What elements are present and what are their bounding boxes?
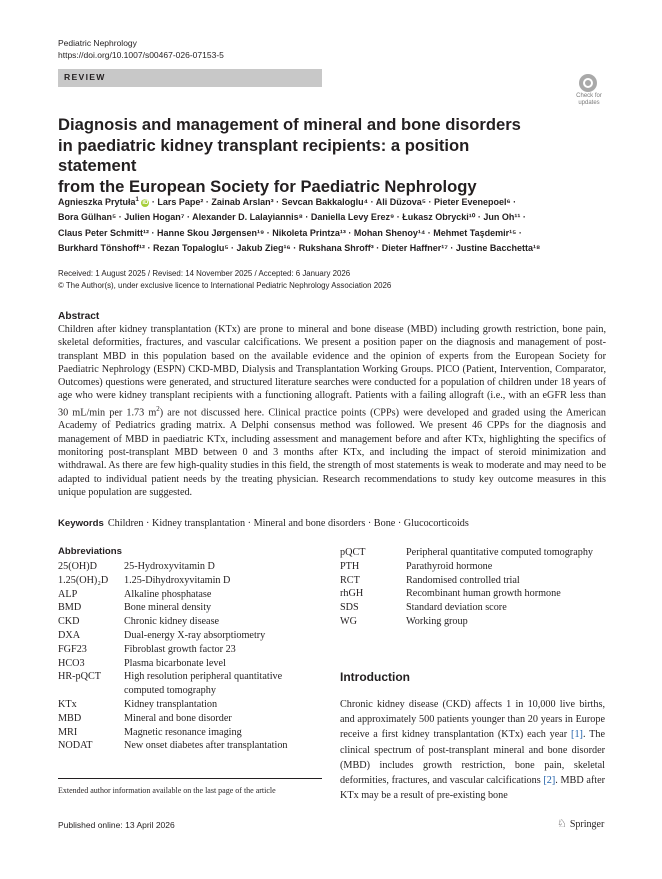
abbreviations-list-left <box>58 560 310 753</box>
doi-link[interactable]: https://doi.org/10.1007/s00467-026-07153-5 <box>58 50 224 60</box>
check-for-label: Check for <box>576 93 602 99</box>
abbreviation-definition: Recombinant human growth hormone <box>406 588 561 600</box>
abbreviation-row <box>58 670 310 698</box>
section-label: REVIEW <box>64 72 106 82</box>
history-dates: Received: 1 August 2025 / Revised: 14 November 2025 / Accepted: 6 January 2026 <box>58 269 351 278</box>
article-dates <box>58 268 391 292</box>
author-line: Burkhard Tönshoff¹² · Rezan Topaloglu⁵ · Jakub Zieg¹⁶ · Rukshana Shroff³ · Dieter Haffner¹⁷ · Justine Bacchetta¹⁸ <box>58 243 541 254</box>
abbreviation-term: 25(OH)D <box>58 561 98 572</box>
introduction-text <box>340 697 605 803</box>
abbreviation-term: DXA <box>58 629 81 641</box>
keywords-label: Keywords <box>58 518 104 529</box>
title-line: Diagnosis and management of mineral and bone disorders <box>58 115 521 134</box>
abbreviation-row <box>340 615 610 629</box>
abbreviation-row <box>58 726 310 740</box>
abbreviation-definition: Chronic kidney disease <box>124 616 220 628</box>
publisher-logo <box>557 817 604 830</box>
abstract-part: ) are not discussed here. Clinical practice points (CPPs) were developed and graded using the American Academy of Pediatrics grading matrix. A Delphi consensus method was followed. We present 46 CPPs for the diagnosis and management of MBD in paediatric KTx, including assessment and management before and after KTx, highlighting the specifics of monitoring post-transplant MBD between 0 and 3 months after KTx, and including the impact of steroid minimization and withdrawal. As there are few high-quality studies in this field, the strength of most statements is weak to moderate and may need to be adapted to individual patient needs by the treating physician. Research recommendations to study key outcome measures in this unique population are suggested. <box>58 407 607 498</box>
affiliation-sup: 1 <box>135 197 139 203</box>
abbreviation-row <box>58 601 310 615</box>
abbreviation-row <box>58 629 310 643</box>
abbreviations-heading: Abbreviations <box>58 546 122 557</box>
crossmark-icon <box>579 74 597 92</box>
abbreviation-definition: Kidney transplantation <box>124 698 218 710</box>
abbreviation-term: RCT <box>340 574 360 586</box>
citation-link[interactable]: [1] <box>571 729 583 741</box>
abbreviation-definition: Dual-energy X-ray absorptiometry <box>124 629 266 641</box>
check-for-updates-badge[interactable] <box>572 74 606 104</box>
abbreviation-term: PTH <box>340 560 360 572</box>
abbreviation-definition: New onset diabetes after transplantation <box>124 740 288 752</box>
abbreviation-row <box>58 698 310 712</box>
abbreviation-definition: Mineral and bone disorder <box>124 712 232 724</box>
abbreviation-term: BMD <box>58 602 82 614</box>
abbreviation-term: ALP <box>58 588 78 600</box>
abbreviation-row <box>340 601 610 615</box>
springer-horse-icon: ♘ <box>557 818 567 830</box>
paragraph-part: Chronic kidney disease (CKD) affects 1 in 10,000 live births, and approximately 500 patients younger than 20 years in Europe receive a first kidney transplantation (KTx) each year <box>340 699 605 741</box>
citation-link[interactable]: [2] <box>543 775 556 787</box>
introduction-heading: Introduction <box>340 670 410 684</box>
keywords-list: Children · Kidney transplantation · Mineral and bone disorders · Bone · Glucocorticoids <box>107 518 469 529</box>
author-line <box>58 193 613 210</box>
abbreviation-definition: 1.25-Dihydroxyvitamin D <box>124 574 231 586</box>
footnote-divider <box>58 778 322 779</box>
abbreviation-row <box>340 574 610 588</box>
abbreviation-definition: Parathyroid hormone <box>406 560 493 572</box>
abbreviation-term: FGF23 <box>58 643 87 655</box>
superscript: 2 <box>156 404 160 413</box>
abbreviation-term: MBD <box>58 712 82 724</box>
abbreviation-term: WG <box>340 615 357 627</box>
abbreviation-row <box>340 546 610 560</box>
title-line: from the European Society for Paediatric Nephrology <box>58 176 477 196</box>
abstract-part: Children after kidney transplantation (KTx) are prone to mineral and bone disease (MBD) including growth restriction, bone pain, skeletal deformities, fractures, and vascular calcifications. We present a position paper on the diagnosis and management of post-transplant MBD in this population based on the available evidence and the opinion of experts from the European Society for Paediatric Nephrology (ESPN) CKD-MBD, Dialysis and Transplantation Working Groups. PICO (Patient, Intervention, Comparator, Outcomes) questions were generated, and structured literature searches were conducted for a population of children under 18 years of age who were kidney transplant recipients with a functioning allograft. Patients with a failing allograft (i.e., with an eGFR less than 30 mL/min per 1.73 m <box>58 324 606 419</box>
abbreviation-term: KTx <box>58 698 77 710</box>
abbreviation-definition: Fibroblast growth factor 23 <box>124 643 236 655</box>
abstract-heading: Abstract <box>58 311 100 322</box>
abbreviation-row <box>58 574 310 588</box>
abbreviation-row <box>58 560 310 574</box>
paragraph-part: . MBD after KTx may be a result of pre-existing bone <box>340 775 605 802</box>
publisher-name: Springer <box>569 819 605 830</box>
abbreviation-term: NODAT <box>58 740 93 752</box>
abbreviation-term: SDS <box>340 602 359 614</box>
abbreviation-row <box>58 643 310 657</box>
abbreviation-row <box>340 560 610 574</box>
footnote: Extended author information available on the last page of the article <box>58 786 276 795</box>
abbreviations-list-right <box>340 546 610 629</box>
journal-header <box>58 37 224 61</box>
abbreviation-term: 1.25(OH)₂D <box>58 574 109 586</box>
abbreviation-definition: 25-Hydroxyvitamin D <box>124 561 215 572</box>
article-title <box>58 115 528 197</box>
author-name[interactable]: Agnieszka Prytuła <box>58 197 136 207</box>
keywords <box>58 518 469 529</box>
author-line: Claus Peter Schmitt¹² · Hanne Skou Jørgensen¹⁹ · Nikoleta Printza¹³ · Mohan Shenoy¹⁴ · Mehmet Taşdemir¹⁵ · <box>58 227 522 238</box>
abbreviation-definition: Magnetic resonance imaging <box>124 726 242 738</box>
abbreviation-row <box>58 712 310 726</box>
abbreviation-row <box>58 657 310 671</box>
author-line: Bora Gülhan⁵ · Julien Hogan⁷ · Alexander D. Lalayiannis⁸ · Daniella Levy Erez⁹ · Łukasz Obrycki¹⁰ · Jun Oh¹¹ · <box>58 212 526 223</box>
author-names: · Lars Pape² · Zainab Arslan³ · Sevcan Bakkaloglu⁴ · Ali Düzova⁵ · Pieter Evenepoel⁶ · <box>149 197 517 207</box>
journal-name: Pediatric Nephrology <box>58 38 137 48</box>
published-date: Published online: 13 April 2026 <box>58 820 175 830</box>
abbreviation-definition: Working group <box>406 615 468 627</box>
abbreviation-term: CKD <box>58 616 80 628</box>
abbreviation-row <box>58 588 310 602</box>
abbreviation-definition: Bone mineral density <box>124 602 212 614</box>
abbreviation-definition: Alkaline phosphatase <box>124 588 212 600</box>
copyright: © The Author(s), under exclusive licence to International Pediatric Nephrology Association 2026 <box>58 280 392 290</box>
abbreviation-term: pQCT <box>340 547 366 558</box>
paragraph-part: . The clinical spectrum of post-transplant mineral and bone disorder (MBD) includes growth restriction, bone pain, skeletal deformities, fractures, and vascular calcifications <box>340 729 605 787</box>
abbreviation-term: HR-pQCT <box>58 671 102 683</box>
author-list <box>58 193 613 257</box>
abbreviation-definition: High resolution peripheral quantitative computed tomography <box>124 671 283 697</box>
abbreviation-row <box>340 587 610 601</box>
abbreviation-row <box>58 739 310 753</box>
abbreviation-term: MRI <box>58 726 78 738</box>
abbreviation-definition: Standard deviation score <box>406 602 507 614</box>
abbreviation-definition: Peripheral quantitative computed tomography <box>406 547 594 558</box>
abbreviation-row <box>58 615 310 629</box>
abstract-text <box>58 323 606 499</box>
title-line: in paediatric kidney transplant recipients: a position statement <box>58 135 470 175</box>
updates-label: updates <box>578 99 600 106</box>
abbreviation-definition: Plasma bicarbonate level <box>124 657 226 669</box>
orcid-icon[interactable]: iD <box>142 200 149 206</box>
abbreviation-term: rhGH <box>340 588 364 600</box>
abbreviation-term: HCO3 <box>58 657 85 669</box>
abbreviation-definition: Randomised controlled trial <box>406 574 520 586</box>
